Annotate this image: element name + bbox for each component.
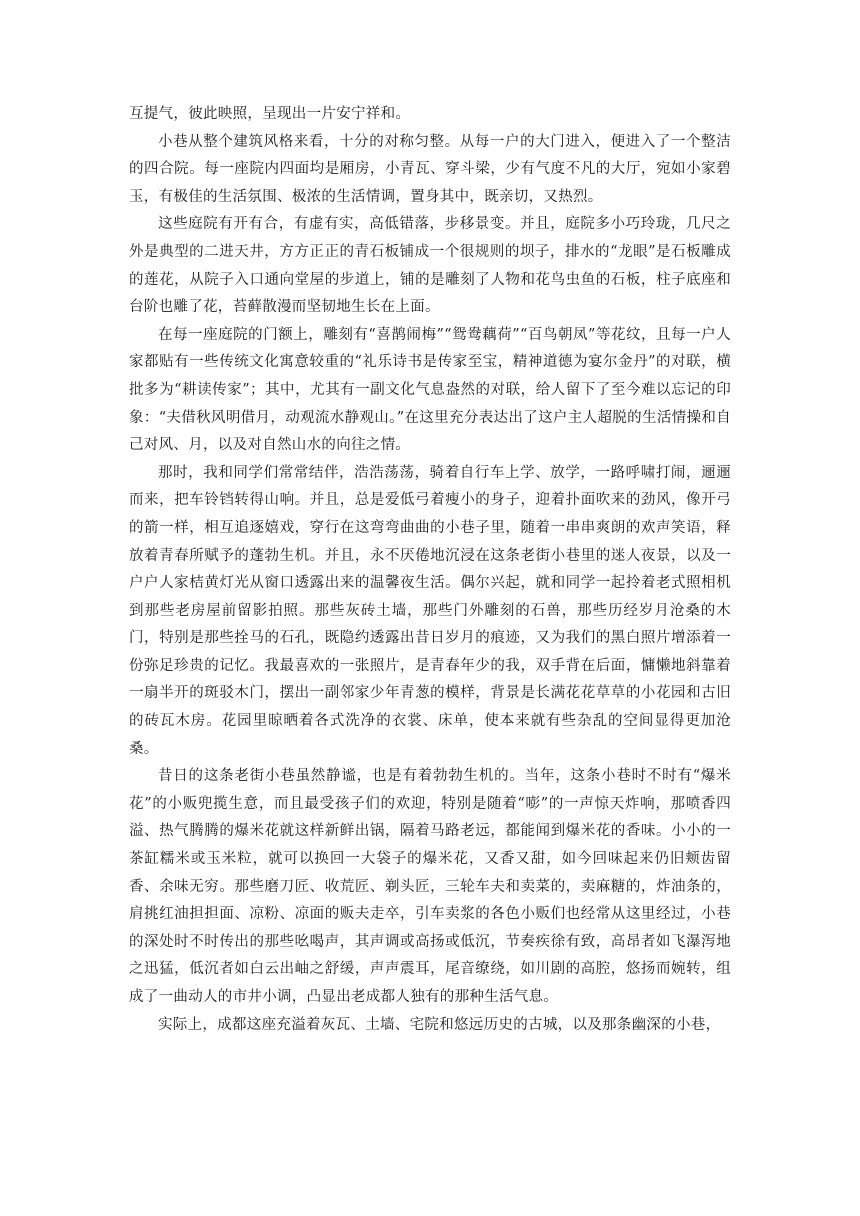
paragraph-couplets: 在每一座庭院的门额上，雕刻有“喜鹊闹梅”“鸳鸯藕荷”“百鸟朝凤”等花纹，且每一户人家都贴有一些传统文化寓意较重的“礼乐诗书是传家至宝，精神道德为宴尔金丹”的对联，横批多为“耕读传家”；其中，尤其有一副文化气息盎然的对联，给人留下了至今难以忘记的印象：“夫借秋风明借月，动观流水静观山。”在这里充分表达出了这户主人超脱的生活情操和自己对风、月，以及对自然山水的向往之情。 (129, 326, 731, 454)
paragraph-street-vendors: 昔日的这条老街小巷虽然静谧，也是有着勃勃生机的。当年，这条小巷时不时有“爆米花”的小贩兜揽生意，而且最受孩子们的欢迎，特别是随着“嘭”的一声惊天炸响，那喷香四溢、热气腾腾的爆米花就这样新鲜出锅，隔着马路老远，都能闻到爆米花的香味。小小的一茶缸糯米或玉米粒，就可以换回一大袋子的爆米花，又香又甜，如今回味起来仍旧颊齿留香、余味无穷。那些磨刀匠、收荒匠、剃头匠，三轮车夫和卖菜的，卖麻糖的，炸油条的，肩挑红油担担面、凉粉、凉面的贩夫走卒，引车卖浆的各色小贩们也经常从这里经过，小巷的深处时不时传出的那些吆喝声，其声调或高扬或低沉，节奏疾徐有致，高昂者如飞瀑泻地之迅猛，低沉者如白云出岫之舒缓，声声震耳，尾音缭绕，如川剧的高腔，悠扬而婉转，组成了一曲动人的市井小调，凸显出老成都人独有的那种生活气息。 (129, 768, 731, 1005)
paragraph-chengdu: 实际上，成都这座充溢着灰瓦、土墙、宅院和悠远历史的古城，以及那条幽深的小巷， (158, 1016, 721, 1033)
paragraph-courtyards: 这些庭院有开有合，有虚有实，高低错落，步移景变。并且，庭院多小巧玲珑，几尺之外是典型的二进天井，方方正正的青石板铺成一个很规则的坝子，排水的“龙眼”是石板雕成的莲花，从院子入口通向堂屋的步道上，铺的是雕刻了人物和花鸟虫鱼的石板，柱子底座和台阶也雕了花，苔藓散漫而坚韧地生长在上面。 (129, 216, 731, 316)
paragraph-continuation: 互提气，彼此映照，呈现出一片安宁祥和。 (129, 106, 411, 122)
paragraph-school-days: 那时，我和同学们常常结伴，浩浩荡荡，骑着自行车上学、放学，一路呼啸打闹，逦逦而来，把车铃铛转得山响。并且，总是爱低弓着瘦小的身子，迎着扑面吹来的劲风，像开弓的箭一样，相互追逐嬉戏，穿行在这弯弯曲曲的小巷子里，随着一串串爽朗的欢声笑语，释放着青春所赋予的蓬勃生机。并且，永不厌倦地沉浸在这条老街小巷里的迷人夜景，以及一户户人家桔黄灯光从窗口透露出来的温馨夜生活。偶尔兴起，就和同学一起拎着老式照相机到那些老房屋前留影拍照。那些灰砖土墙，那些门外雕刻的石兽，那些历经岁月沧桑的木门，特别是那些拴马的石孔，既隐约透露出昔日岁月的痕迹，又为我们的黑白照片增添着一份弥足珍贵的记忆。我最喜欢的一张照片，是青春年少的我，双手背在后面，慵懒地斜靠着一扇半开的斑驳木门，摆出一副邻家少年青葱的模样，背景是长满花花草草的小花园和古旧的砖瓦木房。花园里晾晒着各式洗净的衣裳、床单，使本来就有些杂乱的空间显得更加沧桑。 (129, 464, 731, 757)
article-body (129, 101, 731, 1039)
paragraph-architecture: 小巷从整个建筑风格来看，十分的对称匀整。从每一户的大门进入，便进入了一个整洁的四合院。每一座院内四面均是厢房，小青瓦、穿斗梁，少有气度不凡的大厅，宛如小家碧玉，有极佳的生活氛围、极浓的生活情调，置身其中，既亲切，又热烈。 (129, 133, 731, 205)
